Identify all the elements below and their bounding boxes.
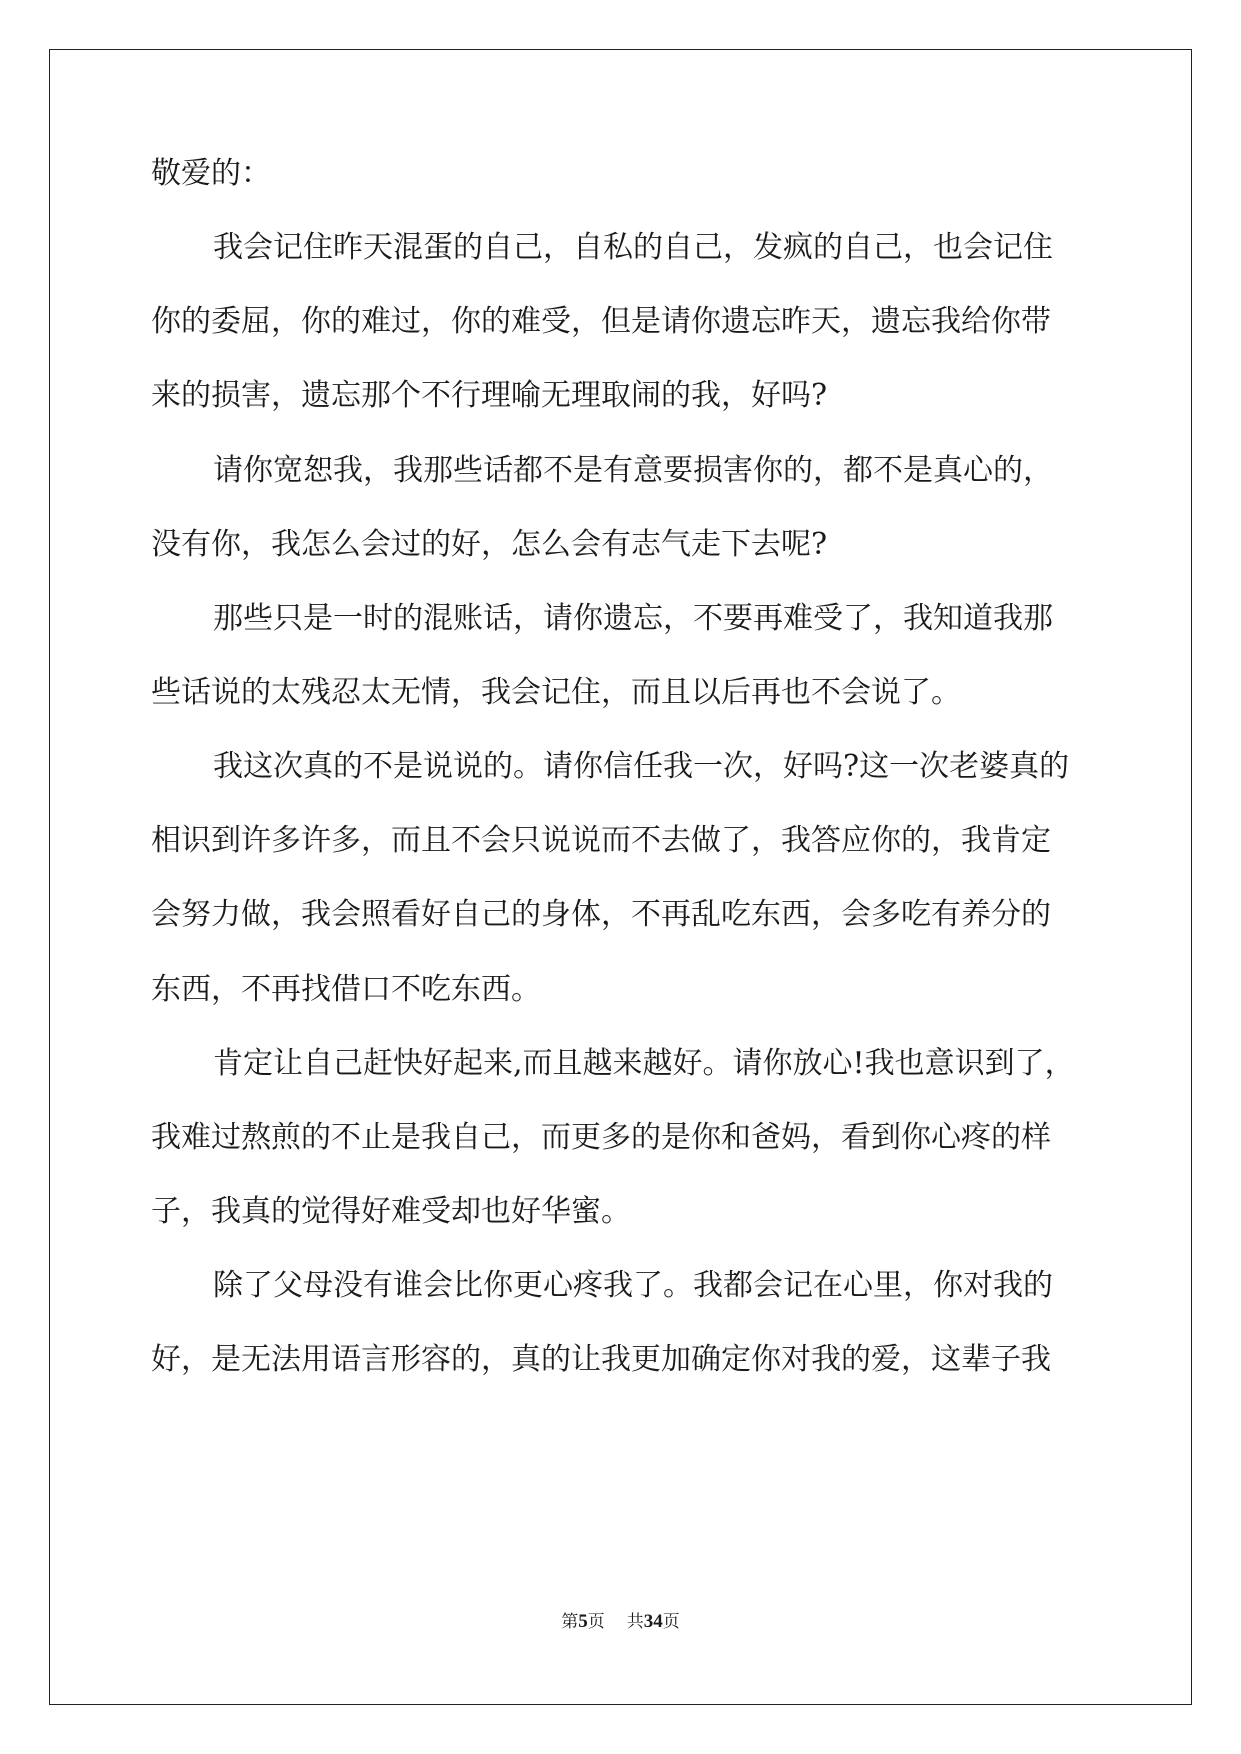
footer-page-suffix: 页 [587,1612,605,1632]
paragraph-line: 东西，不再找借口不吃东西。 [151,972,541,1007]
paragraph-line: 会努力做，我会照看好自己的身体，不再乱吃东西，会多吃有养分的 [151,897,1051,932]
footer-total-prefix: 共 [626,1612,644,1632]
paragraph-line: 来的损害，遗忘那个不行理喻无理取闹的我，好吗? [151,378,828,413]
footer-prefix: 第 [561,1612,579,1632]
page-border [49,49,1192,1705]
salutation: 敬爱的： [151,156,271,191]
footer-total-suffix: 页 [662,1612,680,1632]
paragraph-line: 些话说的太残忍太无情，我会记住，而且以后再也不会说了。 [151,675,961,710]
paragraph-line: 我会记住昨天混蛋的自己，自私的自己，发疯的自己，也会记住 [213,230,1053,265]
paragraph-line: 你的委屈，你的难过，你的难受，但是请你遗忘昨天，遗忘我给你带 [151,304,1051,339]
paragraph-line: 没有你，我怎么会过的好，怎么会有志气走下去呢? [151,527,828,562]
paragraph-line: 好，是无法用语言形容的，真的让我更加确定你对我的爱，这辈子我 [151,1342,1051,1377]
page-footer [0,1610,1241,1634]
paragraph-line: 子，我真的觉得好难受却也好华蜜。 [151,1194,631,1229]
total-pages: 34 [643,1611,663,1632]
paragraph-line: 肯定让自己赶快好起来,而且越来越好。请你放心!我也意识到了， [213,1046,1075,1081]
paragraph-line: 除了父母没有谁会比你更心疼我了。我都会记在心里，你对我的 [213,1268,1053,1303]
paragraph-line: 相识到许多许多，而且不会只说说而不去做了，我答应你的，我肯定 [151,823,1051,858]
page-number: 5 [578,1611,588,1632]
paragraph-line: 请你宽恕我，我那些话都不是有意要损害你的，都不是真心的， [213,453,1053,488]
paragraph-line: 那些只是一时的混账话，请你遗忘，不要再难受了，我知道我那 [213,601,1053,636]
paragraph-line: 我这次真的不是说说的。请你信任我一次，好吗?这一次老婆真的 [213,749,1070,784]
paragraph-line: 我难过熬煎的不止是我自己，而更多的是你和爸妈，看到你心疼的样 [151,1120,1051,1155]
